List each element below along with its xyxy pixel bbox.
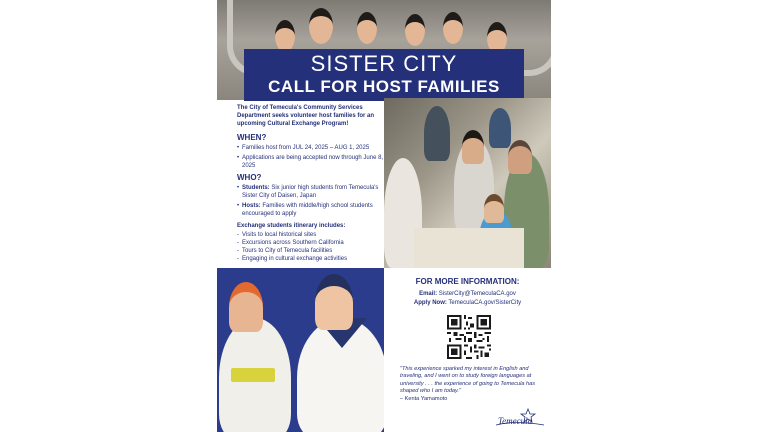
host-families-photo — [384, 98, 551, 268]
list-item: - Tours to City of Temecula facilities — [237, 247, 387, 255]
logo-wordmark: Temecula — [498, 416, 533, 426]
itinerary-title: Exchange students itinerary includes: — [237, 223, 346, 229]
intro-text: The City of Temecula's Community Services Department seeks volunteer host families for an upcoming Cultural Exchange Program! — [237, 105, 375, 127]
apply-link[interactable]: TemeculaCA.gov/SisterCity — [448, 300, 522, 306]
hosts-label: Hosts: — [242, 203, 261, 209]
headline-title: SISTER CITY — [310, 51, 458, 76]
who-list — [237, 184, 387, 218]
details-column — [237, 104, 387, 265]
student-face — [309, 8, 333, 44]
testimonial-quote — [400, 366, 545, 403]
itinerary-list — [237, 231, 387, 263]
person-figure — [489, 108, 511, 148]
headline-subtitle: CALL FOR HOST FAMILIES — [268, 77, 500, 96]
child-head — [484, 194, 504, 223]
student-face — [357, 12, 377, 44]
shirt-print — [231, 368, 275, 382]
when-heading: WHEN? — [237, 133, 267, 142]
flyer — [217, 0, 551, 432]
person-head — [508, 140, 532, 174]
student-face — [405, 14, 425, 46]
headline-banner — [244, 49, 524, 101]
list-item: - Excursions across Southern California — [237, 239, 387, 247]
email-label: Email: — [419, 291, 438, 297]
list-item: • Families host from JUL 24, 2025 – AUG 1, 2025 — [237, 144, 387, 152]
apply-label: Apply Now: — [413, 300, 447, 306]
list-item: - Visits to local historical sites — [237, 231, 387, 239]
who-heading: WHO? — [237, 173, 262, 182]
students-label: Students: — [242, 185, 270, 191]
hosts-text: Families with middle/high school students encouraged to apply — [242, 203, 373, 217]
when-list — [237, 144, 387, 170]
students-photo — [217, 268, 384, 432]
apply-line — [384, 300, 551, 306]
list-item-students — [237, 184, 387, 200]
person-figure — [424, 106, 450, 161]
student-face — [275, 20, 295, 52]
list-item: • Applications are being accepted now through June 8, 2025 — [237, 154, 387, 170]
list-item: - Engaging in cultural exchange activities — [237, 255, 387, 263]
info-heading: FOR MORE INFORMATION: — [415, 277, 520, 286]
list-item-hosts — [237, 202, 387, 218]
students-text: Six junior high students from Temecula's Sister City of Daisen, Japan — [242, 185, 379, 199]
quote-author: – Kenta Yamamoto — [400, 395, 448, 402]
email-line — [384, 291, 551, 297]
temecula-logo — [494, 408, 546, 428]
table — [414, 228, 524, 268]
person-head — [462, 130, 484, 164]
student-face — [443, 12, 463, 44]
student-head-orange-cap — [229, 282, 263, 332]
email-link[interactable]: SisterCity@TemeculaCA.gov — [438, 291, 516, 297]
contact-section — [384, 268, 551, 432]
qr-code[interactable] — [446, 314, 492, 360]
quote-text: "This experience sparked my interest in English and traveling, and I went on to study foreign languages at university . . . the experience of going to Temecula has shaped who I am today." — [400, 366, 536, 395]
student-head-navy-cap — [315, 274, 353, 330]
